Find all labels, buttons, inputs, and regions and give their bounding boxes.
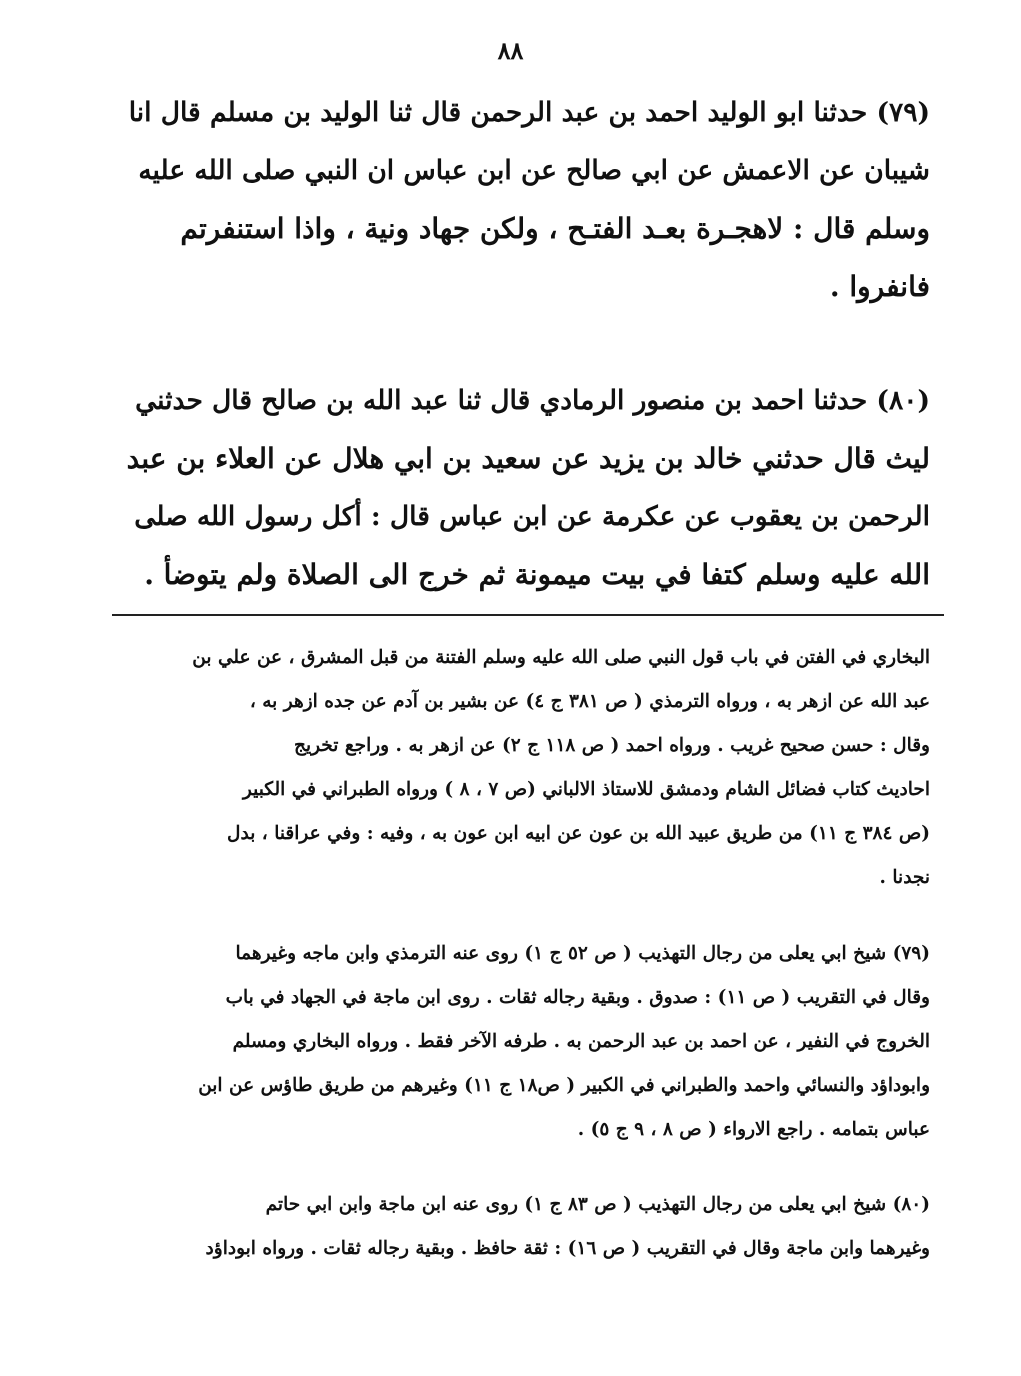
hadith-line: فانفروا . — [829, 270, 930, 303]
hadith-line: شيبان عن الاعمش عن ابي صالح عن ابن عباس ان النبي صلى الله عليه — [138, 155, 930, 186]
footnote-line: (٧٩) شيخ ابي يعلى من رجال التهذيب ( ص ٥٢ ج ١) روى عنه الترمذي وابن ماجه وغيرهما — [235, 943, 930, 964]
footnote-line: (٨٠) شيخ ابي يعلى من رجال التهذيب ( ص ٨٣ ج ١) روى عنه ابن ماجة وابن ابي حاتم — [265, 1194, 930, 1215]
hadith-line: (٧٩) حدثنا ابو الوليد احمد بن عبد الرحمن قال ثنا الوليد بن مسلم قال انا — [128, 97, 930, 128]
hadith-79-text — [126, 84, 930, 316]
footnote-line: البخاري في الفتن في باب قول النبي صلى الله عليه وسلم الفتنة من قبل المشرق ، عن علي بن — [192, 647, 930, 668]
footnote-line: وقال : حسن صحيح غريب . ورواه احمد ( ص ١١٨ ج ٢) عن ازهر به . وراجع تخريج — [294, 735, 930, 756]
footnote-previous — [126, 636, 930, 900]
footnote-line: وغيرهما وابن ماجة وقال في التقريب ( ص ١٦) : ثقة حافظ . وبقية رجاله ثقات . ورواه ابوداؤد — [205, 1238, 930, 1259]
footnote-line: (ص ٣٨٤ ج ١١) من طريق عبيد الله بن عون عن ابيه ابن عون به ، وفيه : وفي عراقنا ، بدل — [227, 823, 930, 844]
footnote-line: وقال في التقريب ( ص ١١) : صدوق . وبقية رجاله ثقات . روى ابن ماجة في الجهاد في باب — [225, 987, 930, 1008]
footnote-line: الخروج في النفير ، عن احمد بن عبد الرحمن به . طرفه الآخر فقط . ورواه البخاري ومسلم — [232, 1031, 930, 1052]
footnote-line: وابوداؤد والنسائي واحمد والطبراني في الكبير ( ص١٨ ج ١١) وغيرهم من طريق طاؤس عن ابن — [198, 1075, 930, 1096]
footnote-80 — [126, 1183, 930, 1271]
footnote-line: عبد الله عن ازهر به ، ورواه الترمذي ( ص ٣٨١ ج ٤) عن بشير بن آدم عن جده ازهر به ، — [249, 691, 930, 712]
footnote-divider — [112, 614, 944, 616]
hadith-line: ليث قال حدثني خالد بن يزيد عن سعيد بن ابي هلال عن العلاء بن عبد — [126, 442, 930, 475]
page-number: ٨٨ — [497, 36, 524, 65]
hadith-line: (٨٠) حدثنا احمد بن منصور الرمادي قال ثنا عبد الله بن صالح قال حدثني — [135, 385, 930, 416]
hadith-line: الله عليه وسلم كتفا في بيت ميمونة ثم خرج الى الصلاة ولم يتوضأ . — [144, 558, 930, 591]
footnote-line: احاديث كتاب فضائل الشام ودمشق للاستاذ الالباني (ص ٧ ، ٨ ) ورواه الطبراني في الكبير — [242, 779, 930, 800]
footnote-line: عباس بتمامه . راجع الارواء ( ص ٨ ، ٩ ج ٥) . — [577, 1119, 930, 1140]
hadith-line: وسلم قال : لاهجـرة بعـد الفتـح ، ولكن جهاد ونية ، واذا استنفرتم — [180, 212, 930, 245]
footnote-79 — [126, 932, 930, 1152]
hadith-80-text — [126, 372, 930, 604]
footnote-line: نجدنا . — [879, 867, 930, 888]
hadith-line: الرحمن بن يعقوب عن عكرمة عن ابن عباس قال : أكل رسول الله صلى — [134, 501, 930, 532]
